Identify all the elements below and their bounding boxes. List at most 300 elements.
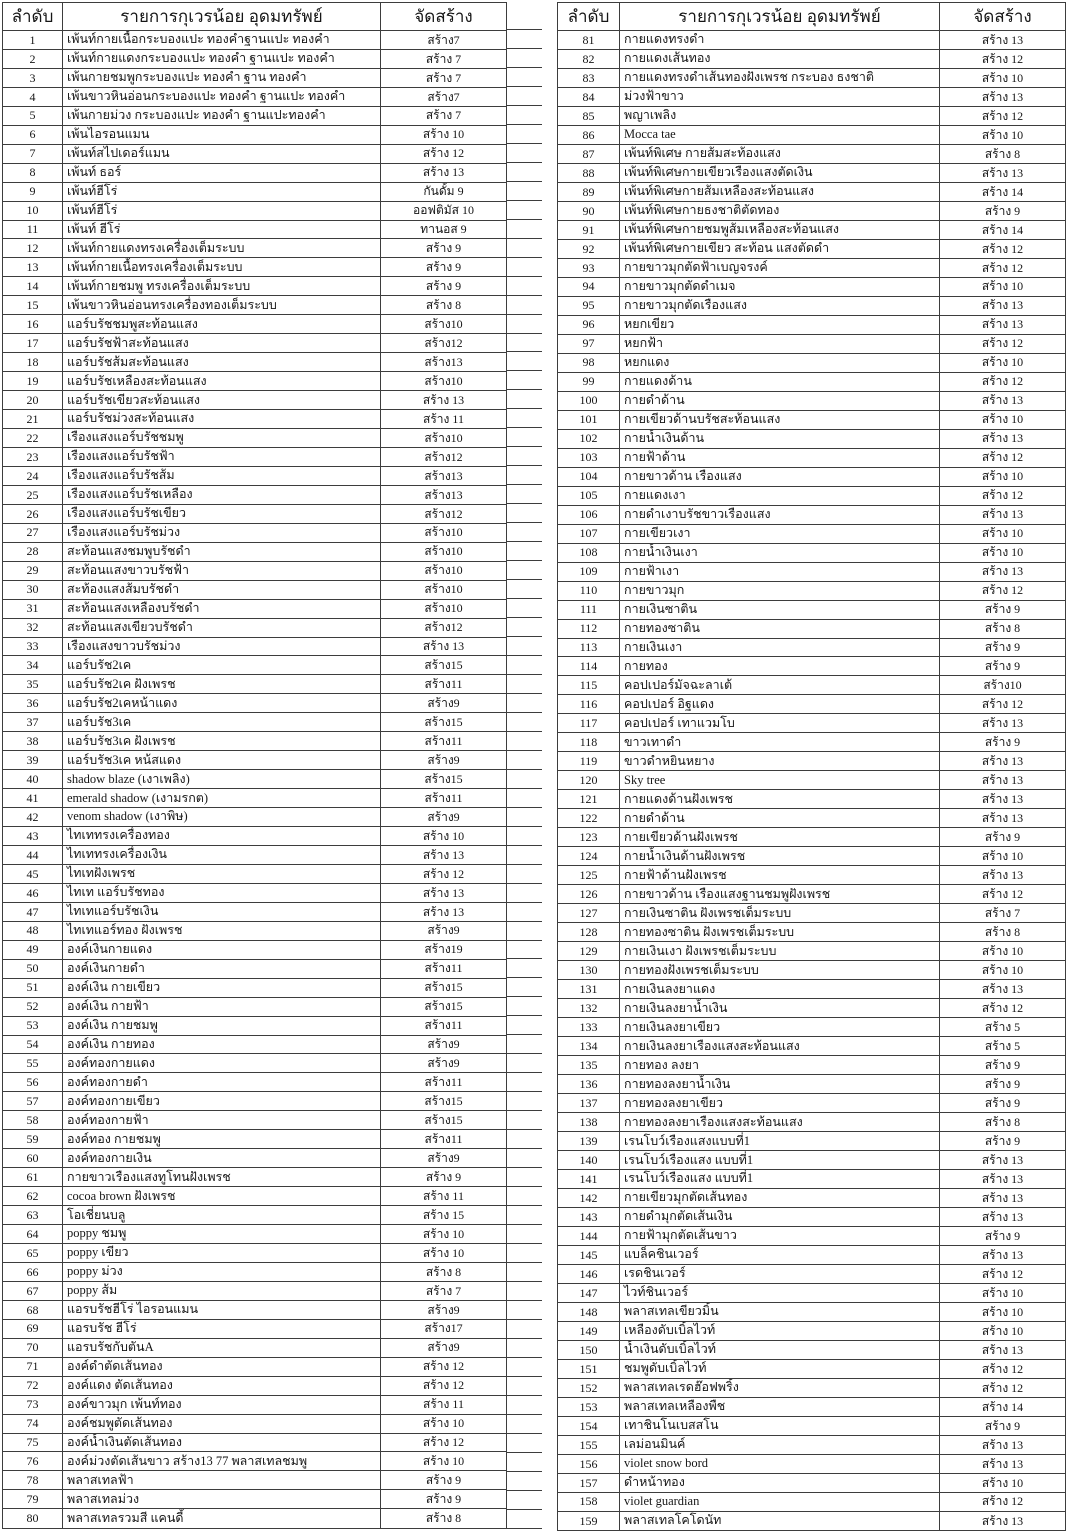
row-number: 72 — [3, 1376, 63, 1395]
empty-grid-cell — [506, 504, 542, 523]
table-row — [3, 940, 507, 959]
table-row — [3, 277, 507, 296]
item-name: กายทองซาติน ฝังเพรชเต็มระบบ — [620, 923, 940, 942]
item-name: เพ้นท์พิเศษกายธงชาติตัดทอง — [620, 201, 940, 220]
item-name: กายฟ้าด้านฝังเพรช — [620, 866, 940, 885]
table-row — [3, 1187, 507, 1206]
table-row — [558, 847, 1066, 866]
made-count: สร้าง 9 — [381, 239, 507, 258]
made-count: สร้าง 12 — [940, 448, 1066, 467]
table-row — [3, 296, 507, 315]
row-number: 68 — [3, 1300, 63, 1319]
table-row — [3, 1471, 507, 1490]
table-row — [558, 1075, 1066, 1094]
made-count: สร้าง9 — [381, 1338, 507, 1357]
made-count: ทานอส 9 — [381, 220, 507, 239]
table-row — [3, 1509, 507, 1529]
table-row — [3, 334, 507, 353]
table-row — [558, 1435, 1066, 1454]
table-row — [558, 258, 1066, 277]
empty-grid-cell — [506, 1206, 542, 1225]
made-count: สร้าง10 — [381, 599, 507, 618]
table-row — [3, 618, 507, 637]
item-name: องค์น้ำเงินตัดเส้นทอง — [63, 1433, 381, 1452]
empty-grid-cell — [506, 1320, 542, 1339]
item-name: เพ้นขาวหินอ่อนกระบองแปะ ทองคำ ฐานแปะ ทองคำ — [63, 87, 381, 106]
empty-grid-cell — [506, 1339, 542, 1358]
row-number: 97 — [558, 334, 620, 353]
table-row — [3, 997, 507, 1016]
made-count: สร้าง 8 — [940, 144, 1066, 163]
made-count: สร้าง 13 — [940, 1435, 1066, 1454]
table-row — [558, 182, 1066, 201]
made-count: สร้าง 8 — [381, 1509, 507, 1529]
item-name: กายทองซาติน — [620, 619, 940, 638]
item-name: องค์เงิน กายเขียว — [63, 978, 381, 997]
made-count: สร้าง15 — [381, 978, 507, 997]
items-table-left-body — [3, 31, 507, 1529]
made-count: สร้าง 12 — [940, 581, 1066, 600]
empty-grid-cell — [506, 1073, 542, 1092]
table-row — [558, 866, 1066, 885]
table-row — [3, 883, 507, 902]
empty-grid-cell — [506, 1016, 542, 1035]
item-name: เพ้นท์พิเศษ กายส้มสะท้องแสง — [620, 144, 940, 163]
made-count: สร้าง 12 — [940, 1378, 1066, 1397]
made-count: สร้าง 10 — [381, 1414, 507, 1433]
row-number: 104 — [558, 467, 620, 486]
item-name: venom shadow (เงาพิษ) — [63, 808, 381, 827]
item-name: เพ้นท์พิเศษกายชมพูส้มเหลืองสะท้อนแสง — [620, 220, 940, 239]
table-row — [3, 485, 507, 504]
row-number: 111 — [558, 600, 620, 619]
table-row — [558, 144, 1066, 163]
table-row — [558, 1397, 1066, 1416]
made-count: สร้าง 10 — [940, 410, 1066, 429]
made-count: สร้าง 10 — [940, 1473, 1066, 1492]
row-number: 87 — [558, 144, 620, 163]
table-row — [3, 1244, 507, 1263]
row-number: 144 — [558, 1227, 620, 1246]
empty-grid-cell — [506, 808, 542, 827]
made-count: สร้าง 9 — [381, 1471, 507, 1490]
table-row — [558, 1246, 1066, 1265]
item-name: แบล็คชินเวอร์ — [620, 1246, 940, 1265]
made-count: สร้าง11 — [381, 1073, 507, 1092]
made-count: สร้าง11 — [381, 959, 507, 978]
made-count: สร้าง 10 — [940, 353, 1066, 372]
made-count: สร้าง 13 — [381, 637, 507, 656]
row-number: 2 — [3, 49, 63, 68]
table-row — [3, 87, 507, 106]
table-row — [558, 638, 1066, 657]
item-name: เพ้นกายชมพูกระบองแปะ ทองคำ ฐาน ทองคำ — [63, 68, 381, 87]
table-row — [3, 258, 507, 277]
made-count: สร้าง11 — [381, 789, 507, 808]
row-number: 128 — [558, 923, 620, 942]
table-row — [3, 751, 507, 770]
table-row — [3, 163, 507, 182]
made-count: สร้าง 12 — [381, 144, 507, 163]
table-row — [3, 1300, 507, 1319]
table-row — [558, 31, 1066, 50]
row-number: 155 — [558, 1435, 620, 1454]
table-row — [3, 447, 507, 466]
item-name: กายฟ้ามุกตัดเส้นขาว — [620, 1227, 940, 1246]
table-row — [3, 580, 507, 599]
row-number: 94 — [558, 277, 620, 296]
row-number: 31 — [3, 599, 63, 618]
row-number: 22 — [3, 429, 63, 448]
item-name: เพ้นท์ ธอร์ — [63, 163, 381, 182]
header-row — [558, 3, 1066, 31]
row-number: 113 — [558, 638, 620, 657]
row-number: 30 — [3, 580, 63, 599]
empty-grid-cell — [506, 106, 542, 125]
item-name: กายทองลงยาเรืองแสงสะท้อนแสง — [620, 1113, 940, 1132]
empty-grid-cell — [506, 201, 542, 220]
row-number: 92 — [558, 239, 620, 258]
row-number: 85 — [558, 106, 620, 125]
row-number: 79 — [3, 1490, 63, 1509]
row-number: 84 — [558, 87, 620, 106]
table-row — [3, 1490, 507, 1509]
item-name: เรนโบว์เรืองแสงแบบที่1 — [620, 1132, 940, 1151]
empty-grid-cell — [506, 258, 542, 277]
table-row — [558, 106, 1066, 125]
row-number: 52 — [3, 997, 63, 1016]
table-row — [3, 410, 507, 429]
table-row — [558, 125, 1066, 144]
item-name: สะท้อนแสงชมพูบรัชดำ — [63, 542, 381, 561]
item-name: องค์แดง ตัดเส้นทอง — [63, 1376, 381, 1395]
table-row — [558, 391, 1066, 410]
row-number: 43 — [3, 827, 63, 846]
empty-grid-cell — [506, 1092, 542, 1111]
table-row — [3, 106, 507, 125]
empty-grid-cell — [506, 561, 542, 580]
item-name: เพ้นท์ฮีโร่ — [63, 201, 381, 220]
empty-grid-cell — [506, 466, 542, 485]
table-row — [3, 315, 507, 334]
made-count: สร้าง 10 — [940, 961, 1066, 980]
item-name: เรดชินเวอร์ — [620, 1264, 940, 1283]
table-row — [3, 789, 507, 808]
row-number: 90 — [558, 201, 620, 220]
row-number: 6 — [3, 125, 63, 144]
table-row — [3, 694, 507, 713]
row-number: 152 — [558, 1378, 620, 1397]
row-number: 82 — [558, 49, 620, 68]
table-row — [558, 1359, 1066, 1378]
table-row — [3, 429, 507, 448]
empty-grid-cell — [506, 49, 542, 68]
table-row — [558, 885, 1066, 904]
empty-grid-cell — [506, 1149, 542, 1168]
row-number: 71 — [3, 1357, 63, 1376]
made-count: สร้าง12 — [381, 447, 507, 466]
item-name: กายน้ำเงินด้านฝังเพรช — [620, 847, 940, 866]
row-number: 51 — [3, 978, 63, 997]
item-name: องค์ทองกายเขียว — [63, 1092, 381, 1111]
item-name: เรืองแสงแอร์บรัชเขียว — [63, 504, 381, 523]
table-row — [558, 1189, 1066, 1208]
table-row — [3, 125, 507, 144]
empty-grid-cell — [506, 277, 542, 296]
item-name: พลาสเทลรวมสี แคนดี้ — [63, 1509, 381, 1529]
row-number: 114 — [558, 657, 620, 676]
table-row — [558, 1094, 1066, 1113]
row-number: 117 — [558, 714, 620, 733]
table-row — [558, 239, 1066, 258]
made-count: สร้าง 13 — [940, 1189, 1066, 1208]
table-row — [558, 562, 1066, 581]
item-name: เพ้นกายม่วง กระบองแปะ ทองคำ ฐานแปะทองคำ — [63, 106, 381, 125]
row-number: 126 — [558, 885, 620, 904]
row-number: 45 — [3, 864, 63, 883]
item-name: กายเงินลงยาเรืองแสงสะท้อนแสง — [620, 1037, 940, 1056]
made-count: สร้าง 8 — [940, 923, 1066, 942]
item-name: แอร์บรัชชมพูสะท้อนแสง — [63, 315, 381, 334]
table-row — [558, 1151, 1066, 1170]
row-number: 23 — [3, 447, 63, 466]
empty-grid-cell — [506, 1282, 542, 1301]
row-number: 57 — [3, 1092, 63, 1111]
table-row — [3, 144, 507, 163]
table-row — [3, 542, 507, 561]
made-count: กันดั้ม 9 — [381, 182, 507, 201]
row-number: 147 — [558, 1283, 620, 1302]
item-name: องค์ทองกายแดง — [63, 1054, 381, 1073]
col-header-index: ลำดับ — [3, 3, 63, 31]
table-row — [3, 49, 507, 68]
made-count: สร้าง 10 — [381, 1452, 507, 1471]
empty-grid-cell — [506, 599, 542, 618]
empty-grid-cell — [506, 523, 542, 542]
empty-grid-cell — [506, 182, 542, 201]
row-number: 14 — [3, 277, 63, 296]
made-count: สร้าง 13 — [940, 1454, 1066, 1473]
made-count: สร้าง 13 — [940, 1151, 1066, 1170]
item-name: emerald shadow (เงามรกต) — [63, 789, 381, 808]
empty-grid-cell — [506, 1111, 542, 1130]
item-name: กายเขียวเงา — [620, 524, 940, 543]
item-name: เรืองแสงขาวบรัชม่วง — [63, 637, 381, 656]
table-row — [3, 675, 507, 694]
table-row — [558, 828, 1066, 847]
table-row — [558, 1208, 1066, 1227]
item-name: ไวท์ชินเวอร์ — [620, 1283, 940, 1302]
made-count: สร้าง10 — [940, 676, 1066, 695]
empty-grid-cell — [506, 618, 542, 637]
made-count: สร้าง 9 — [940, 201, 1066, 220]
row-number: 140 — [558, 1151, 620, 1170]
table-row — [558, 980, 1066, 999]
table-row — [558, 429, 1066, 448]
row-number: 132 — [558, 999, 620, 1018]
made-count: สร้าง9 — [381, 1035, 507, 1054]
table-row — [558, 277, 1066, 296]
table-row — [558, 961, 1066, 980]
item-name: กายทองลงยาน้ำเงิน — [620, 1075, 940, 1094]
made-count: สร้าง11 — [381, 675, 507, 694]
made-count: สร้าง 12 — [940, 372, 1066, 391]
row-number: 28 — [3, 542, 63, 561]
empty-grid-cell — [506, 371, 542, 390]
made-count: สร้าง 12 — [940, 695, 1066, 714]
item-name: กายเงินซาติน — [620, 600, 940, 619]
empty-grid-cell — [506, 542, 542, 561]
row-number: 9 — [3, 182, 63, 201]
row-number: 25 — [3, 485, 63, 504]
made-count: สร้าง 13 — [381, 391, 507, 410]
item-name: กายขาวด้าน เรืองแสง — [620, 467, 940, 486]
item-name: ไทเท แอร์บรัชทอง — [63, 883, 381, 902]
row-number: 66 — [3, 1262, 63, 1281]
table-row — [3, 845, 507, 864]
row-number: 107 — [558, 524, 620, 543]
item-name: พญาเพลิง — [620, 106, 940, 125]
made-count: สร้าง13 — [381, 485, 507, 504]
table-row — [3, 561, 507, 580]
made-count: สร้าง9 — [381, 921, 507, 940]
made-count: สร้าง 11 — [381, 410, 507, 429]
table-row — [3, 1206, 507, 1225]
item-name: เรืองแสงแอร์บรัชฟ้า — [63, 447, 381, 466]
item-name: เพ้นท์กายแดงกระบองแปะ ทองคำ ฐานแปะ ทองคำ — [63, 49, 381, 68]
item-name: เพ้นท์ ฮีโร่ — [63, 220, 381, 239]
item-name: Sky tree — [620, 771, 940, 790]
empty-grid-cell — [506, 390, 542, 409]
made-count: สร้าง 13 — [940, 505, 1066, 524]
row-number: 125 — [558, 866, 620, 885]
row-number: 61 — [3, 1168, 63, 1187]
empty-grid-cell — [506, 68, 542, 87]
made-count: สร้าง 12 — [940, 999, 1066, 1018]
made-count: สร้าง 9 — [381, 1168, 507, 1187]
made-count: สร้าง7 — [381, 87, 507, 106]
empty-grid-cell — [506, 1035, 542, 1054]
row-number: 158 — [558, 1492, 620, 1511]
item-name: Mocca tae — [620, 125, 940, 144]
made-count: สร้าง10 — [381, 542, 507, 561]
empty-grid-cell — [506, 751, 542, 770]
item-name: shadow blaze (เงาเพลิง) — [63, 770, 381, 789]
empty-grid-cell — [506, 239, 542, 258]
row-number: 41 — [3, 789, 63, 808]
row-number: 64 — [3, 1225, 63, 1244]
table-row — [3, 713, 507, 732]
item-name: แอร์บรัช2เคหน้าแดง — [63, 694, 381, 713]
made-count: สร้าง 10 — [940, 277, 1066, 296]
row-number: 141 — [558, 1170, 620, 1189]
item-name: กายดำมุกตัดเส้นเงิน — [620, 1208, 940, 1227]
empty-grid-cell — [506, 1377, 542, 1396]
item-name: เรืองแสงแอร์บรัชม่วง — [63, 523, 381, 542]
table-row — [3, 921, 507, 940]
made-count: สร้าง 13 — [940, 391, 1066, 410]
table-row — [3, 656, 507, 675]
item-name: ไทเทแอร์ทอง ฝังเพรช — [63, 921, 381, 940]
item-name: เพ้นไอรอนแมน — [63, 125, 381, 144]
made-count: สร้าง 10 — [940, 1302, 1066, 1321]
empty-grid-cell — [506, 428, 542, 447]
item-name: องค์ม่วงตัดเส้นขาว สร้าง13 77 พลาสเทลชมพู — [63, 1452, 381, 1471]
table-row — [558, 1056, 1066, 1075]
made-count: สร้าง 7 — [940, 904, 1066, 923]
row-number: 27 — [3, 523, 63, 542]
item-name: แอร์บรัช2เค ฝังเพรช — [63, 675, 381, 694]
made-count: สร้าง19 — [381, 940, 507, 959]
item-name: องค์เงินกายแดง — [63, 940, 381, 959]
made-count: สร้าง9 — [381, 751, 507, 770]
empty-grid-cell — [506, 884, 542, 903]
item-name: เรืองแสงแอร์บรัชชมพู — [63, 429, 381, 448]
table-row — [3, 1073, 507, 1092]
empty-grid-cell — [506, 30, 542, 49]
row-number: 80 — [3, 1509, 63, 1529]
made-count: สร้าง 7 — [381, 68, 507, 87]
made-count: สร้าง 12 — [940, 49, 1066, 68]
item-name: กายดำด้าน — [620, 809, 940, 828]
item-name: ดำหน้าทอง — [620, 1473, 940, 1492]
item-name: poppy ม่วง — [63, 1262, 381, 1281]
table-row — [3, 504, 507, 523]
empty-grid-cell — [506, 1187, 542, 1206]
table-row — [3, 1281, 507, 1300]
empty-grid-cell — [506, 1301, 542, 1320]
made-count: สร้าง12 — [381, 618, 507, 637]
item-name: แอร์บรัช3เค หน้สแดง — [63, 751, 381, 770]
row-number: 19 — [3, 372, 63, 391]
made-count: สร้าง 10 — [381, 125, 507, 144]
row-number: 10 — [3, 201, 63, 220]
table-row — [558, 410, 1066, 429]
made-count: สร้าง15 — [381, 1111, 507, 1130]
made-count: ออฟติมัส 10 — [381, 201, 507, 220]
table-row — [558, 1264, 1066, 1283]
table-row — [558, 1416, 1066, 1435]
empty-grid-cell — [506, 1510, 542, 1529]
table-row — [558, 1132, 1066, 1151]
table-row — [558, 1227, 1066, 1246]
row-number: 65 — [3, 1244, 63, 1263]
made-count: สร้าง15 — [381, 656, 507, 675]
empty-grid-cell — [506, 941, 542, 960]
made-count: สร้าง 10 — [940, 467, 1066, 486]
item-name: กายแดงด้านฝังเพรช — [620, 790, 940, 809]
item-name: แอร์บรัชเหลืองสะท้อนแสง — [63, 372, 381, 391]
made-count: สร้าง15 — [381, 1092, 507, 1111]
made-count: สร้าง 13 — [940, 562, 1066, 581]
made-count: สร้าง 13 — [940, 1246, 1066, 1265]
made-count: สร้าง 14 — [940, 1397, 1066, 1416]
empty-grid-cell — [506, 125, 542, 144]
row-number: 136 — [558, 1075, 620, 1094]
table-row — [3, 827, 507, 846]
row-number: 139 — [558, 1132, 620, 1151]
table-row — [3, 68, 507, 87]
made-count: สร้าง 10 — [940, 68, 1066, 87]
item-name: องค์เงิน กายทอง — [63, 1035, 381, 1054]
row-number: 7 — [3, 144, 63, 163]
table-row — [558, 771, 1066, 790]
row-number: 138 — [558, 1113, 620, 1132]
table-row — [3, 1414, 507, 1433]
row-number: 146 — [558, 1264, 620, 1283]
empty-grid-cell — [506, 485, 542, 504]
item-name: เรนโบว์เรืองแสง แบบที่1 — [620, 1170, 940, 1189]
